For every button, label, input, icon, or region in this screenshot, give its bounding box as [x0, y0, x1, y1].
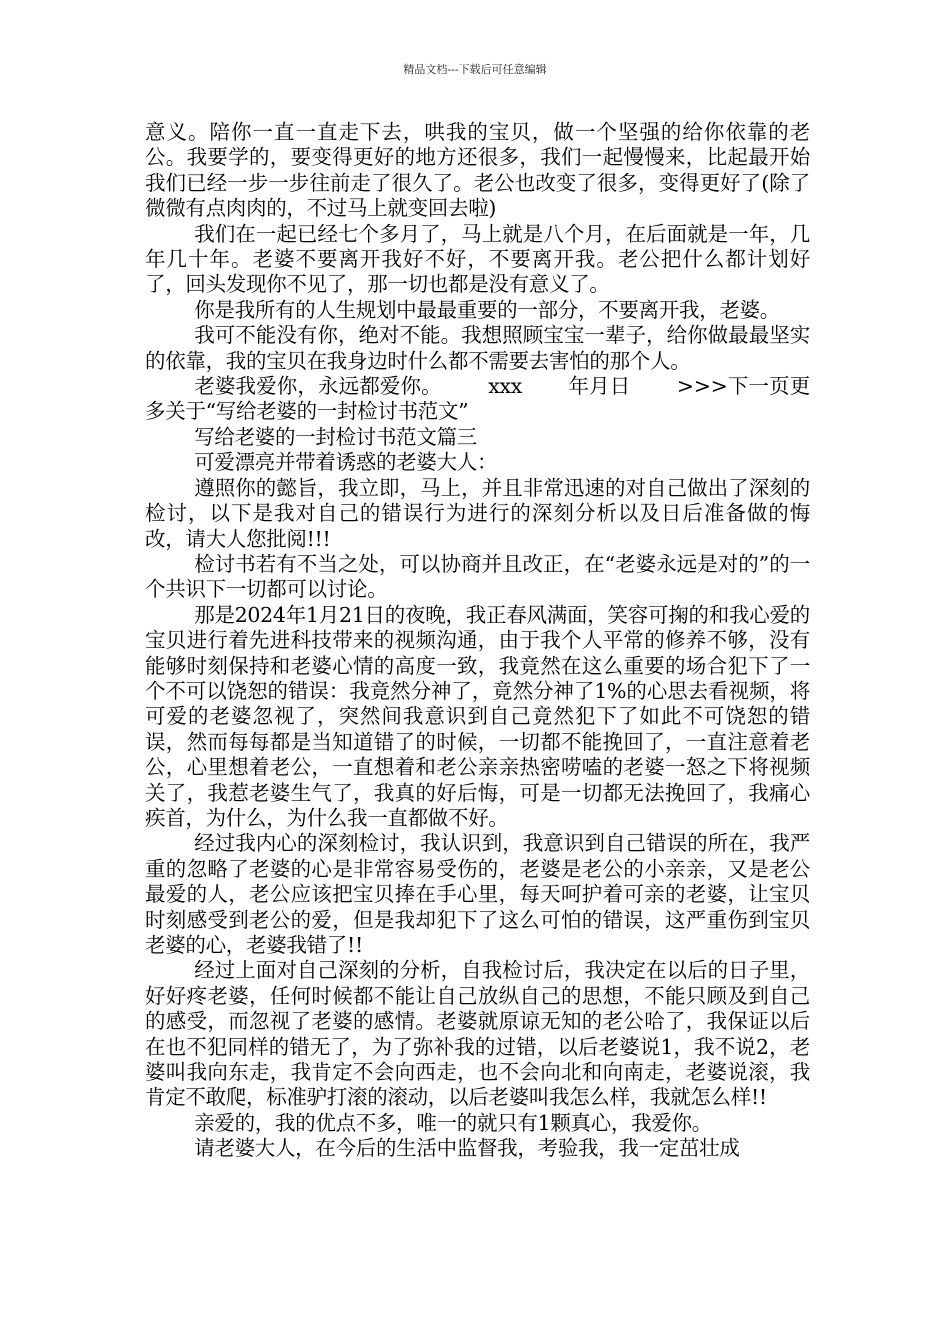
document-body	[145, 120, 810, 1162]
salutation: 可爱漂亮并带着诱惑的老婆大人：	[194, 450, 498, 475]
page-header: 精品文档---下载后可任意编辑	[403, 63, 547, 76]
paragraph: 意义。陪你一直一直走下去，哄我的宝贝，做一个坚强的给你依靠的老公。我要学的，要变得更好的地方还很多，我们一起慢慢来，比起最开始我们已经一步一步往前走了很久了。老公也改变了很多，变得更好了(除了微微有点肉肉的，不过马上就变回去啦)	[145, 120, 810, 221]
paragraph: 请老婆大人，在今后的生活中监督我，考验我，我一定茁壮成	[194, 1136, 740, 1161]
paragraph: 经过上面对自己深刻的分析，自我检讨后，我决定在以后的日子里，好好疼老婆，任何时候都不能让自己放纵自己的思想，不能只顾及到自己的感受，而忽视了老婆的感情。老婆就原谅无知的老公哈了，我保证以后在也不犯同样的错无了，为了弥补我的过错，以后老婆说1，我不说2，老婆叫我向东走，我肯定不会向西走，也不会向北和向南走，老婆说滚，我肯定不敢爬，标准驴打滚的滚动，以后老婆叫我怎么样，我就怎么样!!	[145, 958, 810, 1110]
paragraph: 遵照你的懿旨，我立即，马上，并且非常迅速的对自己做出了深刻的检讨，以下是我对自己的错误行为进行的深刻分析以及日后准备做的悔改，请大人您批阅!!!	[145, 475, 810, 551]
paragraph: 我可不能没有你，绝对不能。我想照顾宝宝一辈子，给你做最最坚实的依靠，我的宝贝在我身边时什么都不需要去害怕的那个人。	[145, 323, 810, 373]
paragraph: 经过我内心的深刻检讨，我认识到，我意识到自己错误的所在，我严重的忽略了老婆的心是非常容易受伤的，老婆是老公的小亲亲，又是老公最爱的人，老公应该把宝贝捧在手心里，每天呵护着可亲的老婆，让宝贝时刻感受到老公的爱，但是我却犯下了这么可怕的错误，这严重伤到宝贝老婆的心，老婆我错了!!	[145, 831, 810, 957]
paragraph: 那是2024年1月21日的夜晚，我正春风满面，笑容可掬的和我心爱的宝贝进行着先进科技带来的视频沟通，由于我个人平常的修养不够，没有能够时刻保持和老婆心情的高度一致，我竟然在这么重要的场合犯下了一个不可以饶恕的错误：我竟然分神了，竟然分神了1%的心思去看视频，将可爱的老婆忽视了，突然间我意识到自己竟然犯下了如此不可饶恕的错误，然而每每都是当知道错了的时候，一切都不能挽回了，一直注意着老公，心里想着老公，一直想着和老公亲亲热密唠嗑的老婆一怒之下将视频关了，我惹老婆生气了，我真的好后悔，可是一切都无法挽回了，我痛心疾首，为什么，为什么我一直都做不好。	[145, 602, 810, 830]
paragraph: 你是我所有的人生规划中最最重要的一部分，不要离开我，老婆。	[194, 297, 780, 322]
paragraph: 我们在一起已经七个多月了，马上就是八个月，在后面就是一年，几年几十年。老婆不要离开我好不好，不要离开我。老公把什么都计划好了，回头发现你不见了，那一切也都是没有意义了。	[145, 221, 810, 297]
paragraph: 亲爱的，我的优点不多，唯一的就只有1颗真心，我爱你。	[194, 1110, 712, 1135]
paragraph: 检讨书若有不当之处，可以协商并且改正，在“老婆永远是对的”的一个共识下一切都可以讨论。	[145, 551, 810, 602]
paragraph: 老婆我爱你，永远都爱你。 xxx 年月日 >>>下一页更多关于“写给老婆的一封检讨书范文”	[145, 374, 810, 424]
section-title: 写给老婆的一封检讨书范文篇三	[194, 424, 477, 449]
